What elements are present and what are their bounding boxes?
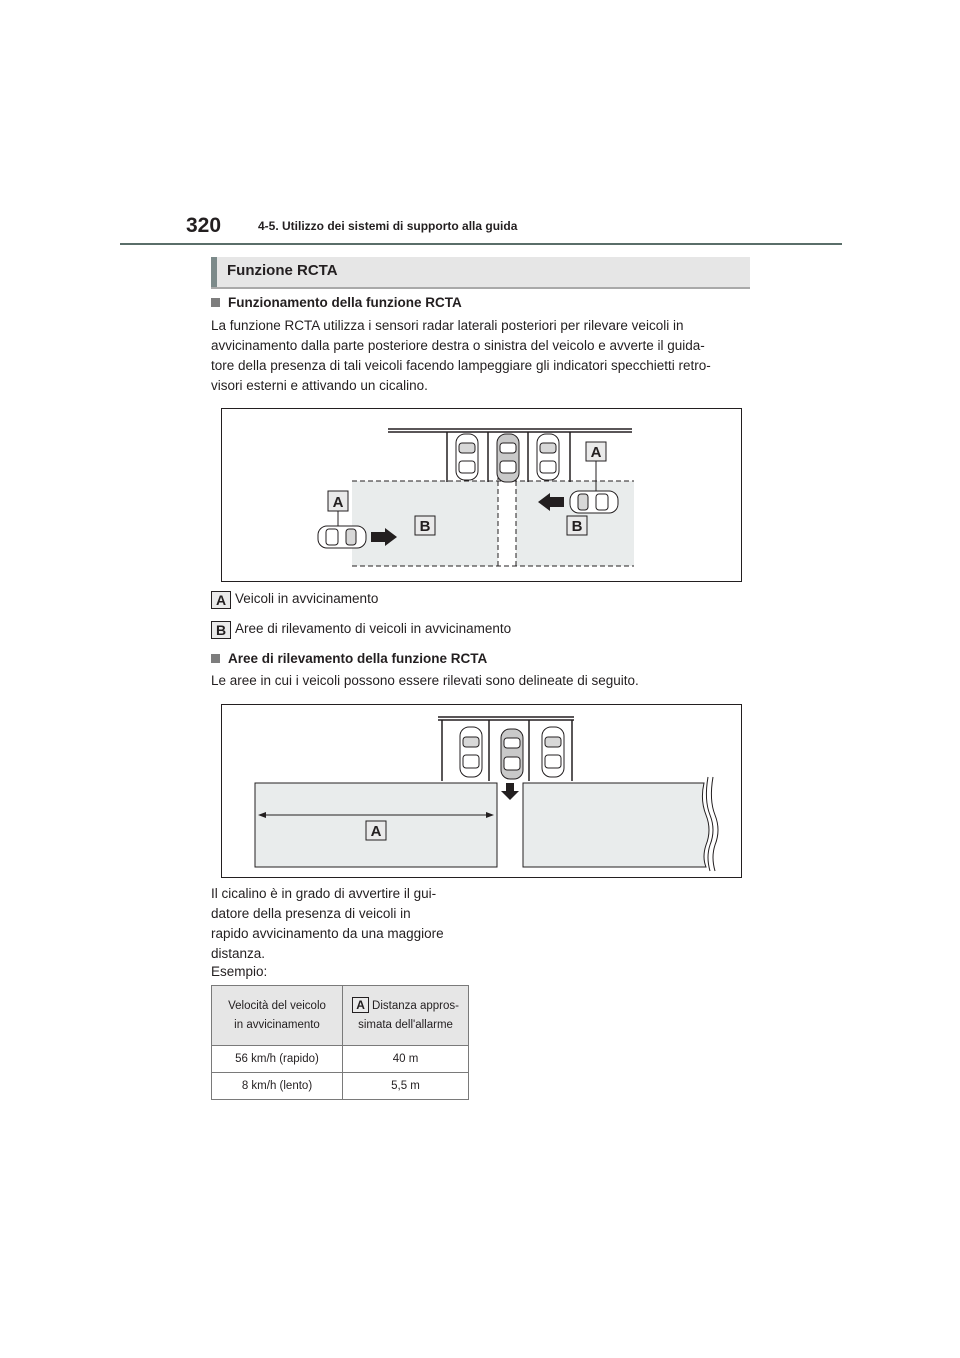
operation-paragraph bbox=[211, 316, 751, 396]
header-badge: A bbox=[352, 997, 369, 1013]
buzzer-line: Il cicalino è in grado di avvertire il gui- bbox=[211, 886, 437, 901]
detection-area-right bbox=[523, 783, 709, 867]
svg-text:A: A bbox=[332, 494, 344, 511]
approaching-car-right bbox=[570, 491, 618, 513]
own-car bbox=[497, 434, 519, 482]
section-accent-bar bbox=[211, 257, 217, 287]
operation-heading-text: Funzionamento della funzione RCTA bbox=[228, 295, 462, 310]
operation-line: La funzione RCTA utilizza i sensori radar laterali posteriori per rilevare veicoli in bbox=[211, 318, 684, 333]
table-row bbox=[212, 1073, 469, 1100]
detection-area-figure bbox=[221, 704, 742, 878]
svg-text:A: A bbox=[370, 823, 382, 840]
chapter-title: 4-5. Utilizzo dei sistemi di supporto alla guida bbox=[258, 219, 518, 233]
square-bullet-icon bbox=[211, 654, 220, 663]
label-b-right bbox=[567, 516, 587, 535]
label-b-left bbox=[415, 516, 435, 535]
section-title: Funzione RCTA bbox=[227, 262, 338, 279]
legend-text: Aree di rilevamento di veicoli in avvicinamento bbox=[235, 621, 512, 636]
parked-car bbox=[542, 727, 564, 777]
approaching-car-left bbox=[318, 526, 366, 548]
svg-text:B: B bbox=[571, 518, 583, 535]
parked-car bbox=[460, 727, 482, 777]
operation-line: visori esterni e attivando un cicalino. bbox=[211, 378, 428, 393]
legend-text: Veicoli in avvicinamento bbox=[235, 591, 379, 606]
speed-distance-table bbox=[211, 985, 469, 1100]
speed-cell: 56 km/h (rapido) bbox=[212, 1046, 343, 1073]
legend-badge: B bbox=[211, 621, 231, 639]
rcta-operation-diagram bbox=[222, 409, 741, 581]
arrow-down-icon bbox=[501, 783, 519, 800]
detection-area-diagram bbox=[222, 705, 741, 877]
page-number: 320 bbox=[186, 214, 222, 237]
buzzer-line: datore della presenza di veicoli in bbox=[211, 906, 411, 921]
buzzer-line: rapido avvicinamento da una maggiore bbox=[211, 926, 444, 941]
rcta-operation-figure bbox=[221, 408, 742, 582]
legend-badge: A bbox=[211, 591, 231, 609]
label-a-right bbox=[586, 442, 606, 461]
speed-column-header: Velocità del veicolo in avvicinamento bbox=[212, 986, 343, 1046]
square-bullet-icon bbox=[211, 298, 220, 307]
svg-text:B: B bbox=[419, 518, 431, 535]
parked-car bbox=[456, 434, 478, 480]
operation-line: tore della presenza di tali veicoli facendo lampeggiare gli indicatori specchietti retro- bbox=[211, 358, 711, 373]
buzzer-line: distanza. bbox=[211, 946, 266, 961]
label-a-left bbox=[328, 491, 348, 511]
table-row bbox=[212, 1046, 469, 1073]
section-heading-box bbox=[211, 257, 750, 289]
speed-cell: 8 km/h (lento) bbox=[212, 1073, 343, 1100]
distance-cell: 5,5 m bbox=[343, 1073, 469, 1100]
legend-item-a bbox=[211, 591, 378, 609]
label-a bbox=[366, 821, 386, 840]
header-divider bbox=[120, 243, 842, 245]
distance-cell: 40 m bbox=[343, 1046, 469, 1073]
svg-text:A: A bbox=[590, 444, 602, 461]
legend-item-b bbox=[211, 621, 511, 639]
buzzer-paragraph bbox=[211, 884, 444, 964]
parked-car bbox=[537, 434, 559, 480]
table-header-row bbox=[212, 986, 469, 1046]
areas-text: Le aree in cui i veicoli possono essere rilevati sono delineate di seguito. bbox=[211, 673, 639, 688]
example-label: Esempio: bbox=[211, 964, 268, 979]
operation-line: avvicinamento dalla parte posteriore destra o sinistra del veicolo e avverte il guida- bbox=[211, 338, 705, 353]
own-car bbox=[501, 729, 523, 779]
areas-heading bbox=[211, 651, 487, 666]
operation-heading bbox=[211, 295, 462, 310]
areas-heading-text: Aree di rilevamento della funzione RCTA bbox=[228, 651, 488, 666]
distance-column-header: A Distanza appros- simata dell'allarme bbox=[343, 986, 469, 1046]
